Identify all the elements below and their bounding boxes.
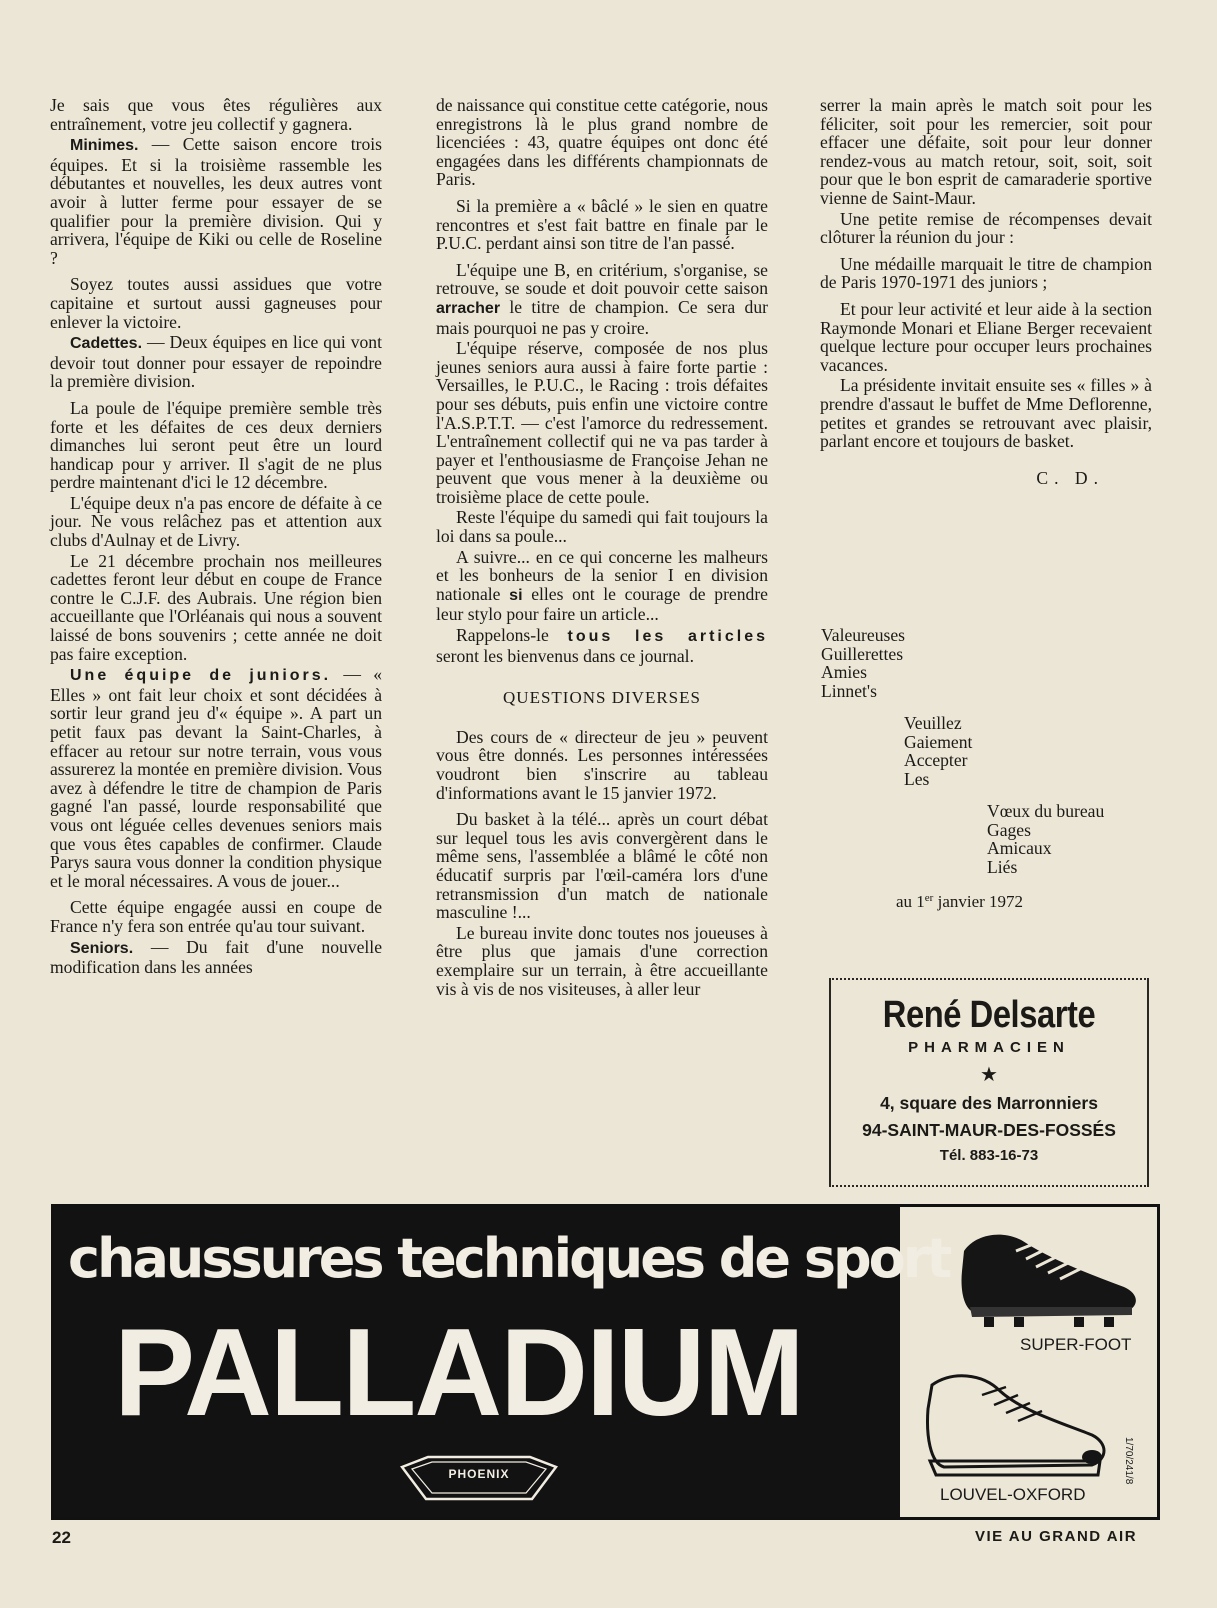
poem-line: Linnet's	[821, 680, 877, 701]
paragraph	[436, 548, 768, 624]
date-text: janvier 1972	[933, 892, 1024, 911]
poem-line: Liés	[987, 856, 1018, 877]
paragraph: Des cours de « directeur de jeu » peuvent vous être donnés. Les personnes intéressées voudront bien s'inscrire au tableau d'informations avant le 15 janvier 1972.	[436, 726, 768, 803]
paragraph-juniors	[50, 665, 382, 890]
paragraph-text: — Du fait d'une nouvelle modification dans les années	[50, 936, 382, 978]
paragraph: Si la première a « bâclé » le sien en quatre rencontres et s'est fait battre en finale par le P.U.C. perdant ainsi son titre de l'an passé.	[436, 195, 768, 254]
football-boot-icon	[956, 1221, 1142, 1331]
pharmacy-advertisement	[829, 978, 1149, 1187]
poem-line: Amicaux	[987, 838, 1052, 859]
poem-line: Gaiement	[904, 731, 973, 752]
section-lead: Une équipe de juniors.	[70, 667, 332, 685]
paragraph: Du basket à la télé... après un court débat sur lequel tous les avis convergèrent dans le même sens, l'assemblée a blâmé le côté non éducatif surpris par l'œil-caméra lors d'une retransmission d'un match de nationale masculine !...	[436, 809, 768, 923]
paragraph-text: — « Elles » ont fait leur choix et sont décidées à sortir leur grand jeu d'« équipe ». A part un petit faux pas devant la Saint-Charles, à effacer au retour sur notre terrain, vous vous assurerez la montée en première division. Vous avez à défendre le titre de champion de Paris gagné l'an passé, lourde responsabilité que vous ont léguée celles devenues seniors mais que vous êtes capables de confirmer. Claude Parys saura vous donner la condition physique et le moral nécessaires. A vous de jouer...	[50, 664, 383, 891]
shoe-label-super-foot: SUPER-FOOT	[1020, 1335, 1132, 1354]
paragraph-text: L'équipe une B, en critérium, s'organise, se retrouve, se soude et doit pouvoir cette saison	[436, 259, 768, 299]
poem-line: Gages	[987, 819, 1031, 840]
paragraph: Une petite remise de récompenses devait clôturer la réunion du jour :	[820, 208, 1152, 248]
section-lead: Cadettes.	[70, 335, 143, 353]
page-number: 22	[52, 1528, 71, 1547]
poem-line: Accepter	[904, 750, 968, 771]
magazine-name: VIE AU GRAND AIR	[975, 1528, 1138, 1545]
star-icon: ★	[980, 1064, 998, 1086]
paragraph: La présidente invitait ensuite ses « filles » à prendre d'assaut le buffet de Mme Deflorenne, petites et grandes se retrouvant avec plaisir, parlant encore et toujours de basket.	[820, 375, 1152, 452]
paragraph-text: Rappelons-le	[456, 625, 568, 646]
address-line-1: 4, square des Marronniers	[880, 1093, 1098, 1113]
paragraph: Et pour leur activité et leur aide à la section Raymonde Monari et Eliane Berger recevaient quelque lecture pour occuper leurs prochaines vacances.	[820, 298, 1152, 375]
section-lead: Minimes.	[70, 137, 139, 155]
poem-line: Amies	[821, 662, 867, 683]
emphasis: arracher	[436, 299, 501, 317]
paragraph	[436, 261, 768, 337]
poem-date	[896, 889, 1023, 912]
poem-line: Vœux du bureau	[987, 801, 1105, 821]
article-column-3	[820, 96, 1152, 487]
paragraph: Le bureau invite donc toutes nos joueuses à être plus que jamais d'une correction exemplaire sur un terrain, à être accueillante vis à vis de nos visiteuses, à aller leur	[436, 922, 768, 999]
shoe-label-louvel-oxford: LOUVEL-OXFORD	[940, 1485, 1086, 1504]
poem-line: Veuillez	[904, 713, 962, 733]
paragraph: de naissance qui constitue cette catégorie, nous enregistrons là le plus grand nombre de licenciées : 43, quatre équipes ont donc été engagées dans les différents championnats de Paris.	[436, 95, 768, 190]
ad-tagline: chaussures techniques de sport	[68, 1227, 950, 1290]
paragraph: Le 21 décembre prochain nos meilleures cadettes feront leur début en coupe de France contre le C.J.F. des Aubrais. Une région bien accueillante que l'Orléanais qui nous a souvent laissé de bons souvenirs ; cette année ne doit pas faire exception.	[50, 550, 382, 664]
ad-code: 1/70/241/8	[1123, 1437, 1134, 1485]
paragraph-text: le titre de champion. Ce sera dur mais pourquoi ne pas y croire.	[436, 296, 768, 338]
address-line-2: 94-SAINT-MAUR-DES-FOSSÉS	[862, 1120, 1116, 1140]
paragraph: L'équipe deux n'a pas encore de défaite à ce jour. Ne vous relâchez pas et attention aux clubs d'Aulnay et de Livry.	[50, 492, 382, 551]
paragraph-text: seront les bienvenus dans ce journal.	[436, 645, 694, 666]
phone-number: Tél. 883-16-73	[939, 1147, 1039, 1164]
poem-group-2	[904, 714, 972, 788]
pharmacist-name: René Delsarte	[882, 994, 1096, 1036]
emblem-label: PHOENIX	[448, 1467, 510, 1481]
emphasis: tous les articles	[567, 628, 769, 646]
paragraph-text: A suivre... en ce qui concerne les malheurs et les bonheurs de la senior I en division nationale	[436, 546, 768, 604]
signature: C. D.	[1036, 467, 1104, 488]
paragraph: La poule de l'équipe première semble très forte et les défaites de ces deux derniers dimanches lui seront peut être un lourd handicap pour y arriver. Il s'agit de ne plus perdre maintenant d'ici le 12 décembre.	[50, 397, 382, 493]
brand-logo: PALLADIUM	[114, 1304, 803, 1442]
poem-group-3	[987, 802, 1104, 876]
poem-line: Guillerettes	[821, 643, 904, 664]
paragraph-text: — Cette saison encore trois équipes. Et si la troisième rassemble les débutantes et nouvelles, les deux autres vont avoir à lutter ferme pour essayer de se qualifier pour la première division. Qui y arrivera, l'équipe de Kiki ou celle de Roseline ?	[50, 134, 382, 268]
poem-line: Valeureuses	[821, 625, 906, 645]
article-column-2	[436, 96, 768, 1000]
palladium-advertisement	[51, 1204, 1160, 1520]
paragraph: serrer la main après le match soit pour les féliciter, soit pour les remercier, soit pour effacer une défaite, soit pour leur donner rendez-vous au match retour, soit, soit, soit pour que le bon esprit de camaraderie sportive vienne de Saint-Maur.	[820, 95, 1152, 208]
paragraph: Soyez toutes aussi assidues que votre capitaine et surtout aussi gagneuses pour enlever la victoire.	[50, 274, 382, 332]
sneaker-icon	[922, 1365, 1110, 1480]
paragraph: Reste l'équipe du samedi qui fait toujours la loi dans sa poule...	[436, 507, 768, 547]
paragraph	[436, 626, 768, 665]
date-superscript: er	[924, 892, 934, 904]
paragraph-text: elles ont le courage de prendre leur stylo pour faire un article...	[436, 583, 768, 625]
paragraph-seniors	[50, 938, 382, 977]
article-column-1	[50, 96, 382, 979]
paragraph-cadettes	[50, 333, 382, 391]
poem-group-1	[821, 626, 905, 700]
paragraph: Cette équipe engagée aussi en coupe de France n'y fera son entrée qu'au tour suivant.	[50, 897, 382, 936]
paragraph: Une médaille marquait le titre de champion de Paris 1970-1971 des juniors ;	[820, 253, 1152, 293]
emphasis: si	[509, 586, 523, 604]
date-text: au 1	[896, 892, 925, 911]
profession: PHARMACIEN	[908, 1039, 1070, 1056]
section-lead: Seniors.	[70, 939, 134, 957]
poem-line: Les	[904, 768, 930, 789]
paragraph: Je sais que vous êtes régulières aux entraînement, votre jeu collectif y gagnera.	[50, 95, 382, 134]
paragraph-text: — Deux équipes en lice qui vont devoir tout donner pour essayer de repoindre la première division.	[50, 332, 382, 392]
section-heading: QUESTIONS DIVERSES	[503, 688, 701, 708]
paragraph-minimes	[50, 135, 382, 267]
paragraph: L'équipe réserve, composée de nos plus jeunes seniors aura aussi à faire forte partie : Versailles, le P.U.C., le Racing : trois défaites pour ses débuts, puis enfin une victoire contre l'A.S.P.T.T. — c'est l'amorce du redressement. L'entraînement collectif qui ne va pas tarder à payer et l'enthousiasme de Françoise Jehan ne peuvent que vous mener à la deuxième ou troisième place de cette poule.	[436, 338, 768, 507]
